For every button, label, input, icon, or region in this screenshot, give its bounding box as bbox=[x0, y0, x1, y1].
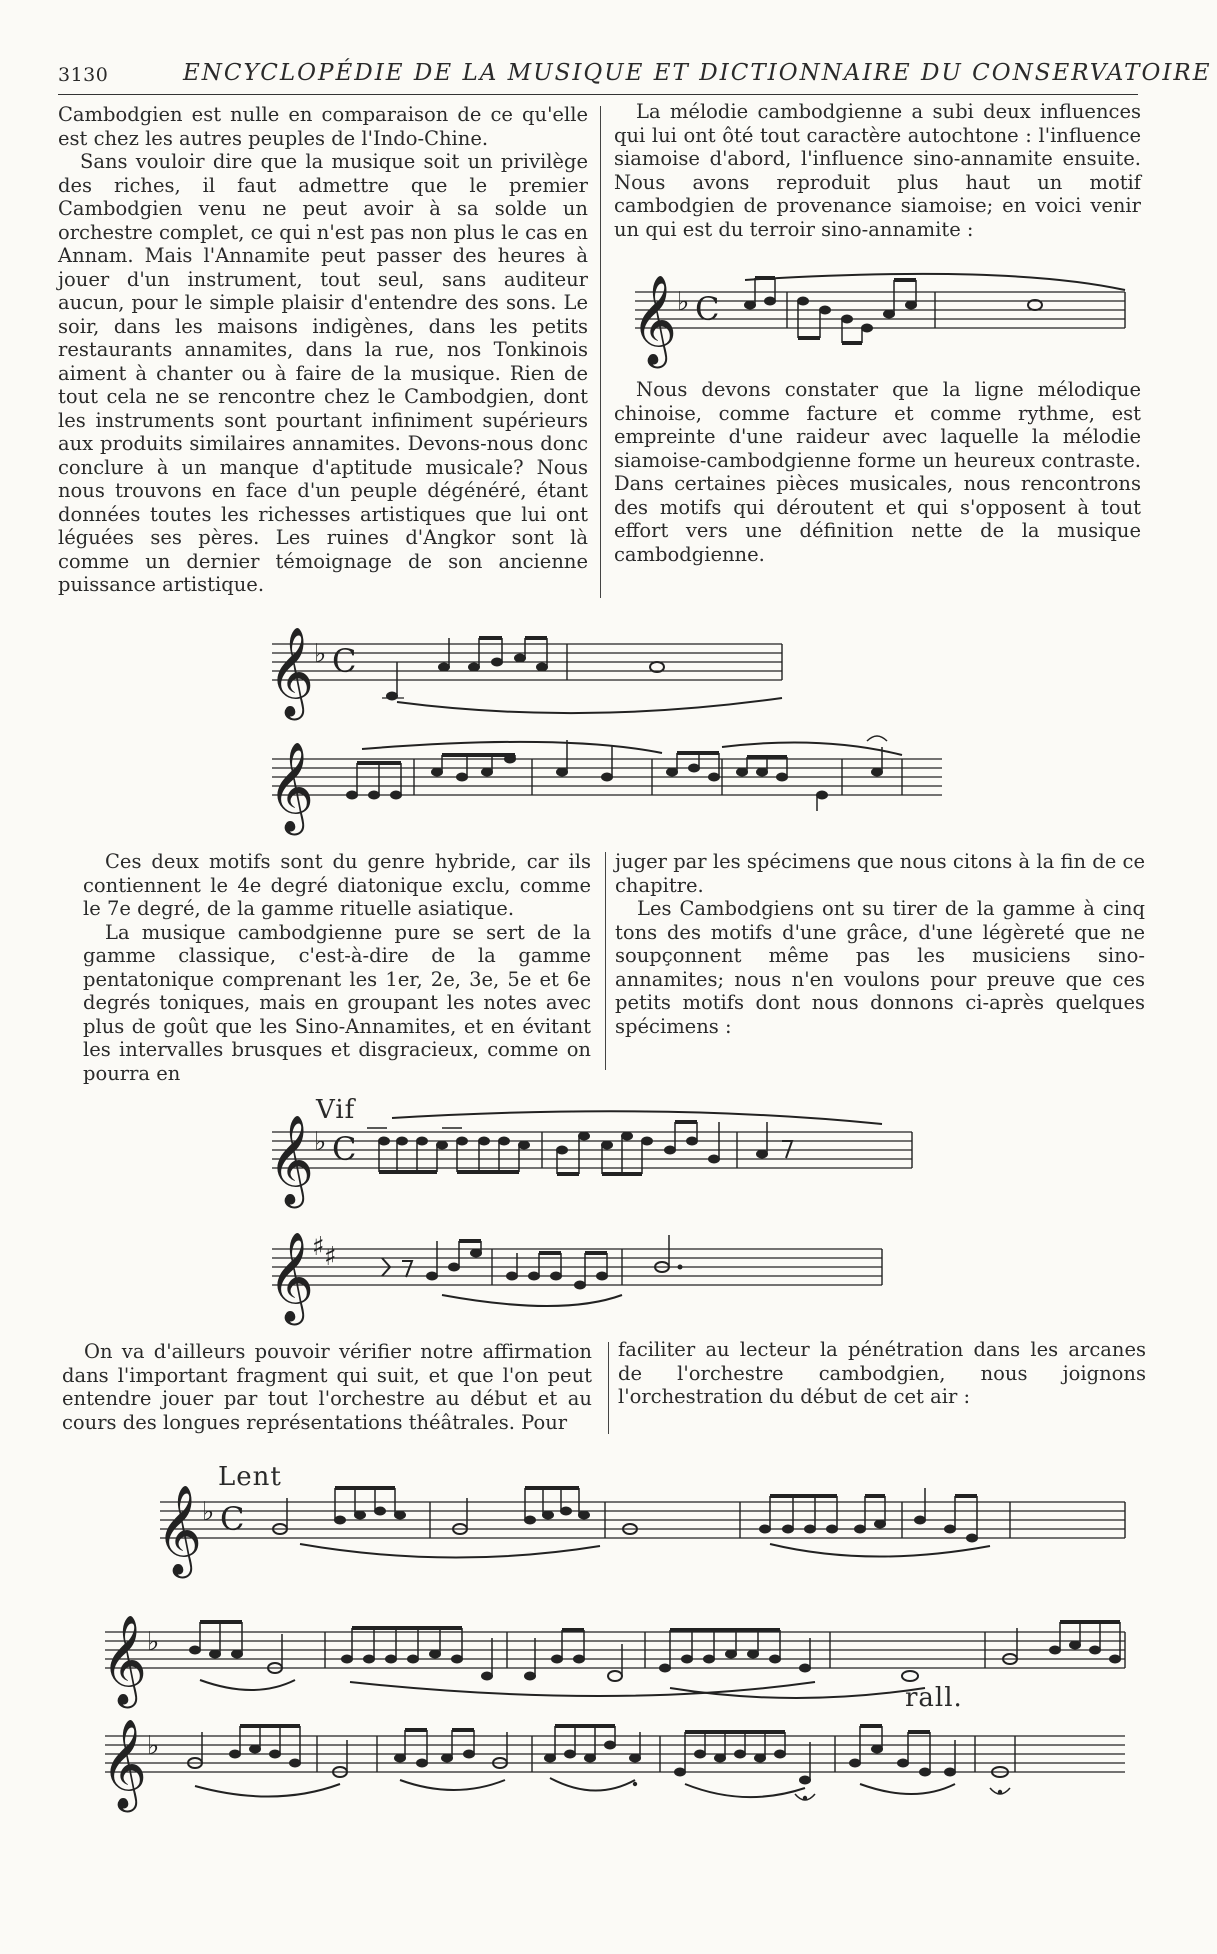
right-column-3 bbox=[618, 1338, 1146, 1409]
notes bbox=[273, 1488, 1125, 1558]
music-example-2 bbox=[262, 628, 792, 728]
column-divider bbox=[600, 106, 601, 598]
notes bbox=[382, 1235, 882, 1306]
running-title: ENCYCLOPÉDIE DE LA MUSIQUE ET DICTIONNAIRE DU CONSERVATOIRE bbox=[183, 60, 1212, 86]
music-example-5 bbox=[262, 1225, 892, 1335]
left-column-2 bbox=[83, 850, 591, 1085]
time-signature: C bbox=[695, 290, 720, 328]
paragraph: faciliter au lecteur la pénétration dans les arcanes de l'orchestre cambodgien, nous joignons l'orchestration du début de cet air : bbox=[618, 1338, 1146, 1408]
paragraph: Nous devons constater que la ligne mélodique chinoise, comme facture et comme rythme, est empreinte d'une raideur avec laquelle la mélodie siamoise-cambodgienne forme un heureux contraste. Dans certaines pièces musicales, nous rencontrons des motifs qui déroutent et qui s'opposent à tout effort vers une définition nette de la musique cambodgienne. bbox=[614, 378, 1141, 566]
flat-icon: ♭ bbox=[314, 639, 327, 669]
treble-clef-icon: 𝄞 bbox=[101, 1719, 148, 1809]
paragraph: Les Cambodgiens ont su tirer de la gamme à cinq tons des motifs d'une grâce, d'une légèreté que ne soupçonnent même pas les musiciens sino-annamites; nous n'en voulons pour preuve que ces petits motifs dont nous donnons ci-après quelques spécimens : bbox=[615, 897, 1145, 1038]
page-number: 3130 bbox=[58, 64, 109, 86]
treble-clef-icon: 𝄞 bbox=[101, 1615, 148, 1705]
page-header bbox=[58, 58, 1212, 95]
notes bbox=[189, 1622, 1125, 1698]
paragraph: On va d'ailleurs pouvoir vérifier notre affirmation dans l'important fragment qui suit, et que l'on peut entendre jouer par tout l'orchestre au début et au cours des longues représentations théâtrales. Pour bbox=[62, 1340, 592, 1434]
treble-clef-icon: 𝄞 bbox=[268, 1232, 315, 1322]
flat-icon: ♭ bbox=[314, 1127, 327, 1157]
flat-icon: ♭ bbox=[147, 1627, 160, 1657]
music-example-3 bbox=[262, 735, 952, 835]
paragraph: La mélodie cambodgienne a subi deux influences qui lui ont ôté tout caractère autochtone : l'influence siamoise d'abord, l'influence sino-annamite ensuite. Nous avons reproduit plus haut un motif cambodgien de provenance siamoise; en voici venir un qui est du terroir sino-annamite : bbox=[614, 100, 1141, 241]
treble-clef-icon: 𝄞 bbox=[268, 627, 315, 717]
notes bbox=[367, 1122, 912, 1174]
music-example-4 bbox=[262, 1108, 922, 1203]
paragraph: juger par les spécimens que nous citons à la fin de ce chapitre. bbox=[615, 850, 1145, 897]
left-column-1 bbox=[58, 103, 588, 597]
time-signature: C bbox=[220, 1500, 245, 1538]
flat-icon: ♭ bbox=[202, 1497, 215, 1527]
paragraph: Cambodgien est nulle en comparaison de ce qu'elle est chez les autres peuples de l'Indo-Chine. bbox=[58, 103, 588, 150]
time-signature: C bbox=[332, 642, 357, 680]
sharp-icon: ♯ bbox=[324, 1242, 337, 1272]
right-column-1a bbox=[614, 100, 1141, 241]
music-example-6-system-3 bbox=[95, 1712, 1140, 1832]
tempo-marking-lent: Lent bbox=[218, 1462, 282, 1492]
tempo-marking-vif: Vif bbox=[316, 1095, 356, 1125]
paragraph: Sans vouloir dire que la musique soit un privilège des riches, il faut admettre que le premier Cambodgien venu ne peut avoir à sa solde un orchestre complet, ce qui n'est pas non plus le cas en Annam. Mais l'Annamite peut passer des heures à jouer d'un instrument, tout seul, sans auditeur aucun, pour le simple plaisir d'entendre des sons. Le soir, dans les maisons indigènes, dans les petits restaurants annamites, dans la rue, nos Tonkinois aiment à chanter ou à faire de la musique. Rien de tout cela ne se rencontre chez le Cambodgien, dont les instruments sont pourtant infiniment supérieurs aux produits similaires annamites. Devons-nous donc conclure à un manque d'aptitude musicale? Nous nous trouvons en face d'un peuple dégénéré, étant données toutes les richesses artistiques que lui ont léguées ses pères. Les ruines d'Angkor sont là comme un dernier témoignage de son ancienne puissance artistique. bbox=[58, 150, 588, 596]
right-column-2 bbox=[615, 850, 1145, 1038]
notes bbox=[382, 638, 782, 713]
column-divider bbox=[608, 1342, 609, 1434]
treble-clef-icon: 𝄞 bbox=[268, 742, 315, 832]
paragraph: La musique cambodgienne pure se sert de la gamme classique, c'est-à-dire de la gamme pentatonique comprenant les 1er, 2e, 3e, 5e et 6e degrés toniques, mais en groupant les notes avec plus de goût que les Sino-Annamites, et en évitant les intervalles brusques et disgracieux, comme on pourra en bbox=[83, 920, 591, 1085]
treble-clef-icon: 𝄞 bbox=[631, 275, 678, 365]
time-signature: C bbox=[332, 1130, 357, 1168]
flat-icon: ♭ bbox=[677, 287, 690, 317]
sharp-icon: ♯ bbox=[312, 1232, 325, 1262]
right-column-1b bbox=[614, 378, 1141, 566]
music-example-1 bbox=[625, 268, 1140, 365]
left-column-3 bbox=[62, 1340, 592, 1434]
treble-clef-icon: 𝄞 bbox=[268, 1115, 315, 1205]
tempo-marking-rall: rall. bbox=[905, 1683, 963, 1713]
treble-clef-icon: 𝄞 bbox=[156, 1485, 203, 1575]
flat-icon: ♭ bbox=[147, 1731, 160, 1761]
column-divider bbox=[605, 852, 606, 1070]
paragraph: Ces deux motifs sont du genre hybride, car ils contiennent le 4e degré diatonique exclu, comme le 7e degré, de la gamme rituelle asiatique. bbox=[83, 850, 591, 920]
music-example-6-system-2 bbox=[95, 1608, 1140, 1718]
music-example-6-system-1 bbox=[150, 1478, 1140, 1578]
